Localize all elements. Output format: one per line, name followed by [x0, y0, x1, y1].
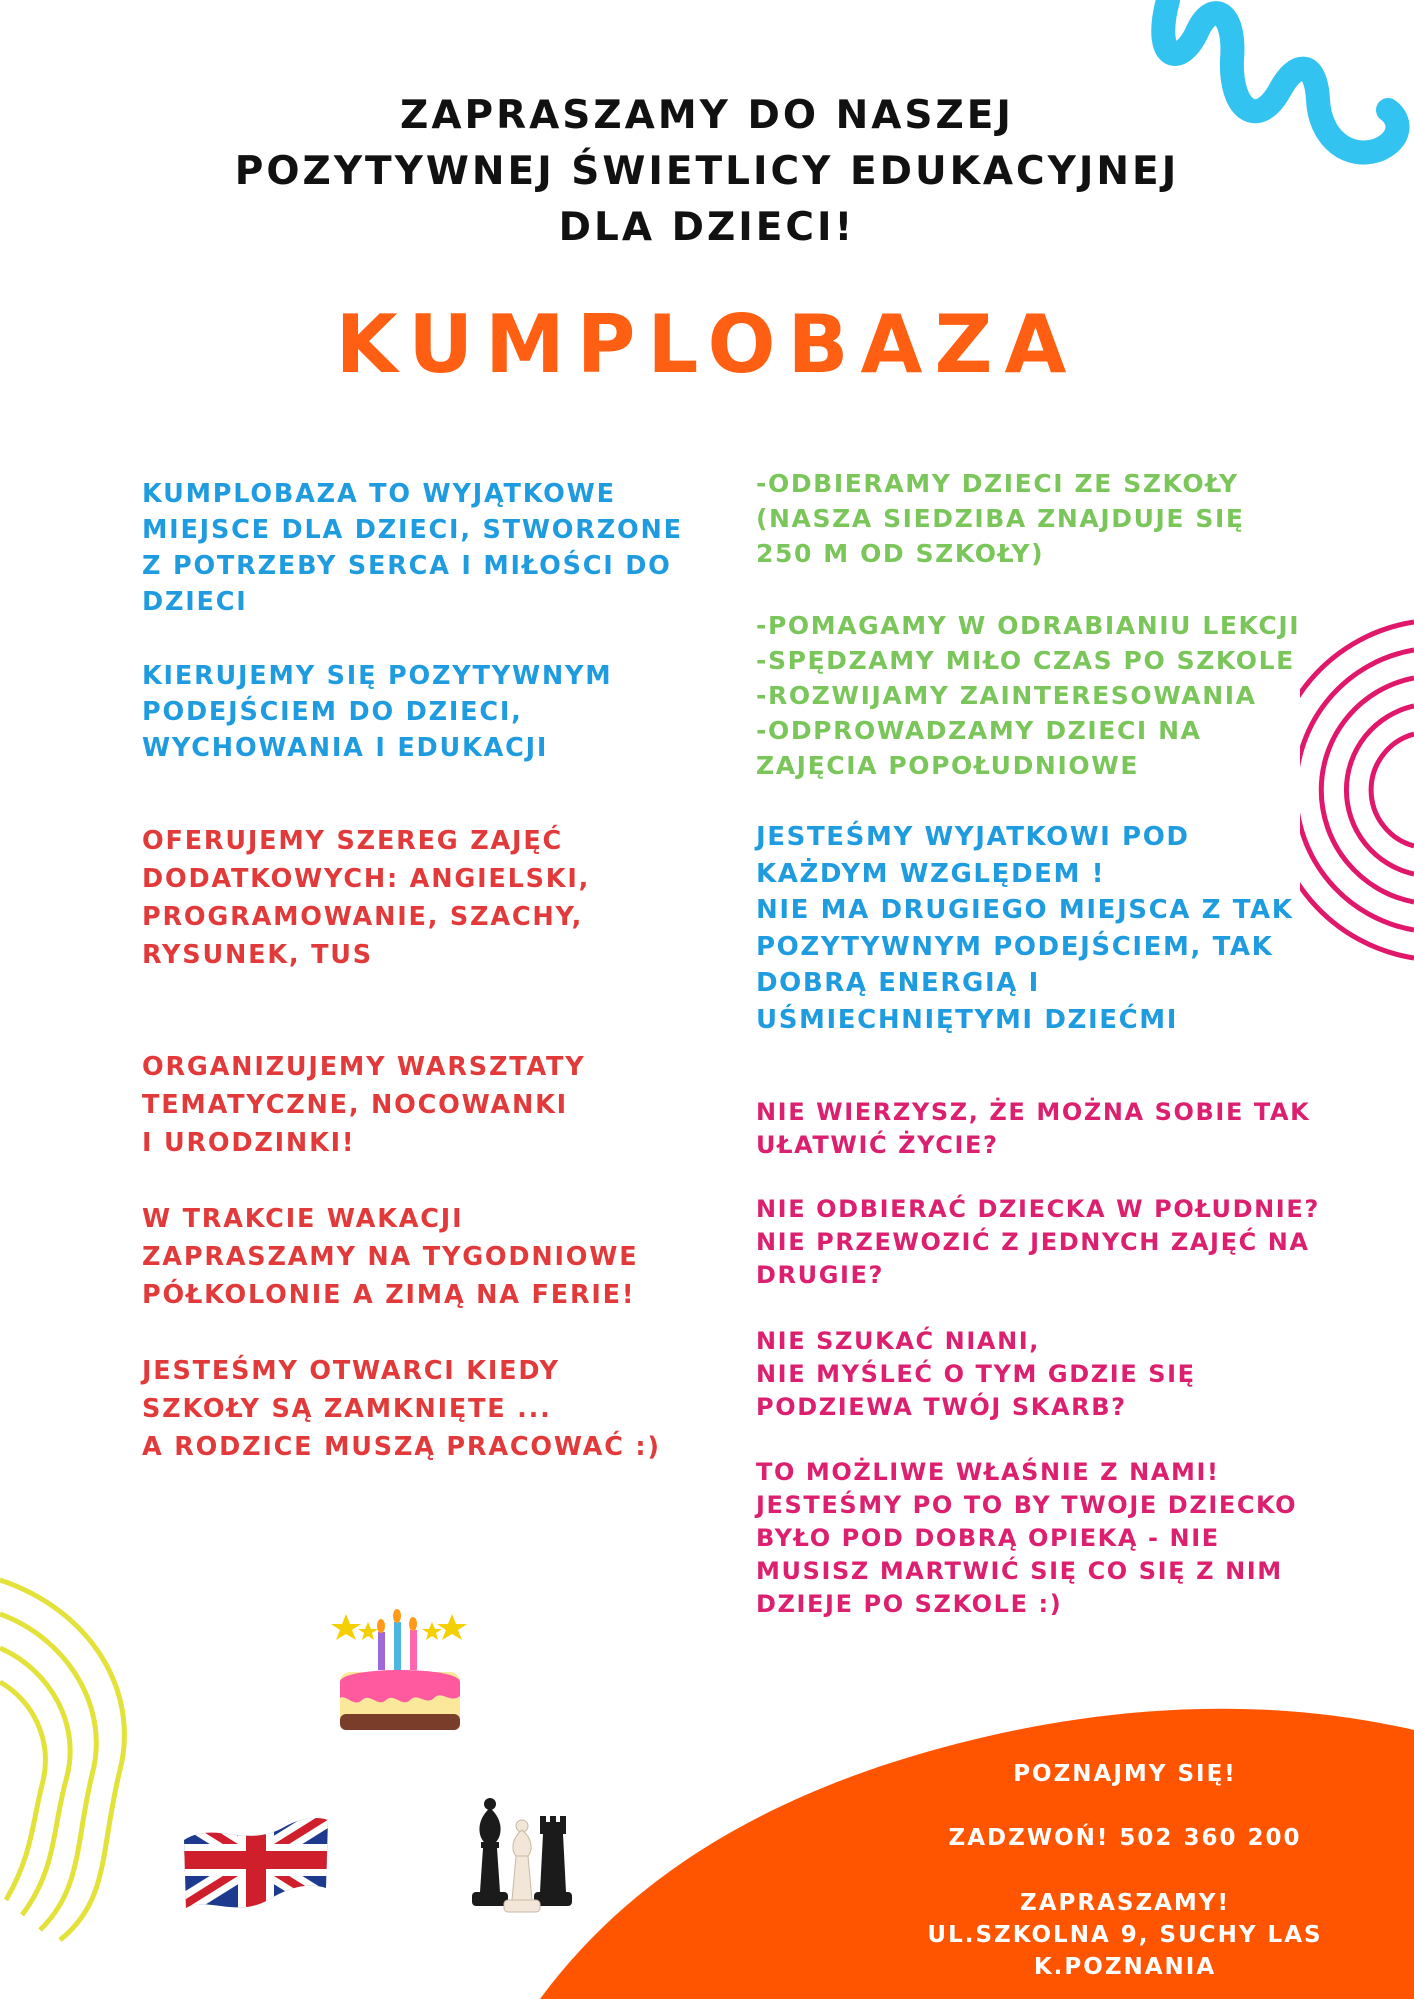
text-line: NIE SZUKAĆ NIANI, [756, 1327, 1041, 1355]
text-line: TEMATYCZNE, NOCOWANKI [142, 1090, 568, 1120]
text-line: PODEJŚCIEM DO DZIECI, [142, 697, 523, 727]
text-line: ZAPRASZAMY NA TYGODNIOWE [142, 1242, 639, 1272]
chess-pieces-icon [466, 1796, 578, 1916]
text-line: KUMPLOBAZA TO WYJĄTKOWE [142, 479, 616, 509]
list-item: -ODPROWADZAMY DZIECI NA [756, 716, 1202, 745]
holidays-paragraph [142, 1200, 638, 1314]
text-line: JESTEŚMY WYJATKOWI POD [756, 822, 1190, 852]
yellow-arcs-decoration [0, 1570, 140, 1950]
text-line: BYŁO POD DOBRĄ OPIEKĄ - NIE [756, 1524, 1220, 1552]
text-line: NIE ODBIERAĆ DZIECKA W POŁUDNIE? [756, 1195, 1320, 1223]
uk-flag-icon [176, 1800, 336, 1920]
text-line: SZKOŁY SĄ ZAMKNIĘTE ... [142, 1394, 552, 1424]
text-line: NIE MA DRUGIEGO MIEJSCA Z TAK [756, 895, 1294, 925]
contact-invite: ZAPRASZAMY! [1020, 1890, 1230, 1916]
services-list [756, 608, 1300, 783]
text-line: DZIEJE PO SZKOLE :) [756, 1590, 1063, 1618]
text-line: UŚMIECHNIĘTYMI DZIEĆMI [756, 1004, 1179, 1035]
question-paragraph-3 [756, 1325, 1196, 1424]
text-line: UŁATWIĆ ŻYCIE? [756, 1131, 999, 1159]
text-line: I URODZINKI! [142, 1128, 356, 1158]
text-line: (NASZA SIEDZIBA ZNAJDUJE SIĘ [756, 504, 1245, 533]
text-line: PÓŁKOLONIE A ZIMĄ NA FERIE! [142, 1280, 636, 1310]
text-line: DOBRĄ ENERGIĄ I [756, 968, 1040, 998]
text-line: WYCHOWANIA I EDUKACJI [142, 733, 549, 763]
about-paragraph [142, 476, 683, 620]
text-line: W TRAKCIE WAKACJI [142, 1204, 464, 1234]
answer-paragraph [756, 1456, 1297, 1621]
text-line: PODZIEWA TWÓJ SKARB? [756, 1393, 1127, 1421]
list-item: -SPĘDZAMY MIŁO CZAS PO SZKOLE [756, 646, 1295, 675]
workshops-paragraph [142, 1048, 585, 1162]
text-line: ORGANIZUJEMY WARSZTATY [142, 1052, 586, 1082]
intro-heading [0, 88, 1414, 256]
magenta-arcs-decoration [1300, 600, 1414, 980]
text-line: KAŻDYM WZGLĘDEM ! [756, 858, 1106, 889]
contact-address: UL.SZKOLNA 9, SUCHY LAS K.POZNANIA [927, 1922, 1323, 1980]
text-line: DODATKOWYCH: ANGIELSKI, [142, 864, 591, 894]
unique-paragraph [756, 819, 1294, 1038]
birthday-cake-icon [330, 1600, 470, 1740]
text-line: TO MOŻLIWE WŁAŚNIE Z NAMI! [756, 1458, 1220, 1486]
text-line: MUSISZ MARTWIĆ SIĘ CO SIĘ Z NIM [756, 1557, 1283, 1585]
text-line: DZIECI [142, 587, 248, 617]
page-title: KUMPLOBAZA [335, 298, 1079, 391]
text-line: JESTEŚMY PO TO BY TWOJE DZIECKO [756, 1491, 1298, 1519]
approach-paragraph [142, 658, 612, 766]
text-line: KIERUJEMY SIĘ POZYTYWNYM [142, 661, 613, 691]
question-paragraph-1 [756, 1096, 1310, 1162]
text-line: -ODBIERAMY DZIECI ZE SZKOŁY [756, 469, 1239, 498]
contact-phone[interactable]: ZADZWOŃ! 502 360 200 [948, 1825, 1302, 1851]
intro-line: DLA DZIECI! [558, 205, 856, 250]
text-line: OFERUJEMY SZEREG ZAJĘĆ [142, 826, 564, 856]
text-line: NIE MYŚLEĆ O TYM GDZIE SIĘ [756, 1360, 1196, 1388]
question-paragraph-2 [756, 1193, 1320, 1292]
list-item: -POMAGAMY W ODRABIANIU LEKCJI [756, 611, 1301, 640]
text-line: NIE PRZEWOZIĆ Z JEDNYCH ZAJĘĆ NA [756, 1228, 1310, 1256]
text-line: Z POTRZEBY SERCA I MIŁOŚCI DO [142, 551, 672, 581]
contact-greeting: POZNAJMY SIĘ! [1013, 1761, 1237, 1787]
pickup-paragraph [756, 466, 1245, 571]
text-line: DRUGIE? [756, 1261, 885, 1289]
text-line: JESTEŚMY OTWARCI KIEDY [142, 1356, 560, 1386]
text-line: 250 M OD SZKOŁY) [756, 539, 1045, 568]
text-line: RYSUNEK, TUS [142, 940, 373, 970]
classes-paragraph [142, 822, 590, 974]
intro-line: POZYTYWNEJ ŚWIETLICY EDUKACYJNEJ [234, 149, 1180, 194]
intro-line: ZAPRASZAMY DO NASZEJ [400, 93, 1014, 138]
opening-paragraph [142, 1352, 661, 1466]
text-line: POZYTYWNYM PODEJŚCIEM, TAK [756, 931, 1274, 962]
text-line: A RODZICE MUSZĄ PRACOWAĆ :) [142, 1432, 661, 1462]
text-line: NIE WIERZYSZ, ŻE MOŻNA SOBIE TAK [756, 1098, 1311, 1126]
text-line: PROGRAMOWANIE, SZACHY, [142, 902, 584, 932]
list-item: -ROZWIJAMY ZAINTERESOWANIA [756, 681, 1257, 710]
text-line: MIEJSCE DLA DZIECI, STWORZONE [142, 515, 683, 545]
list-item: ZAJĘCIA POPOŁUDNIOWE [756, 751, 1140, 780]
